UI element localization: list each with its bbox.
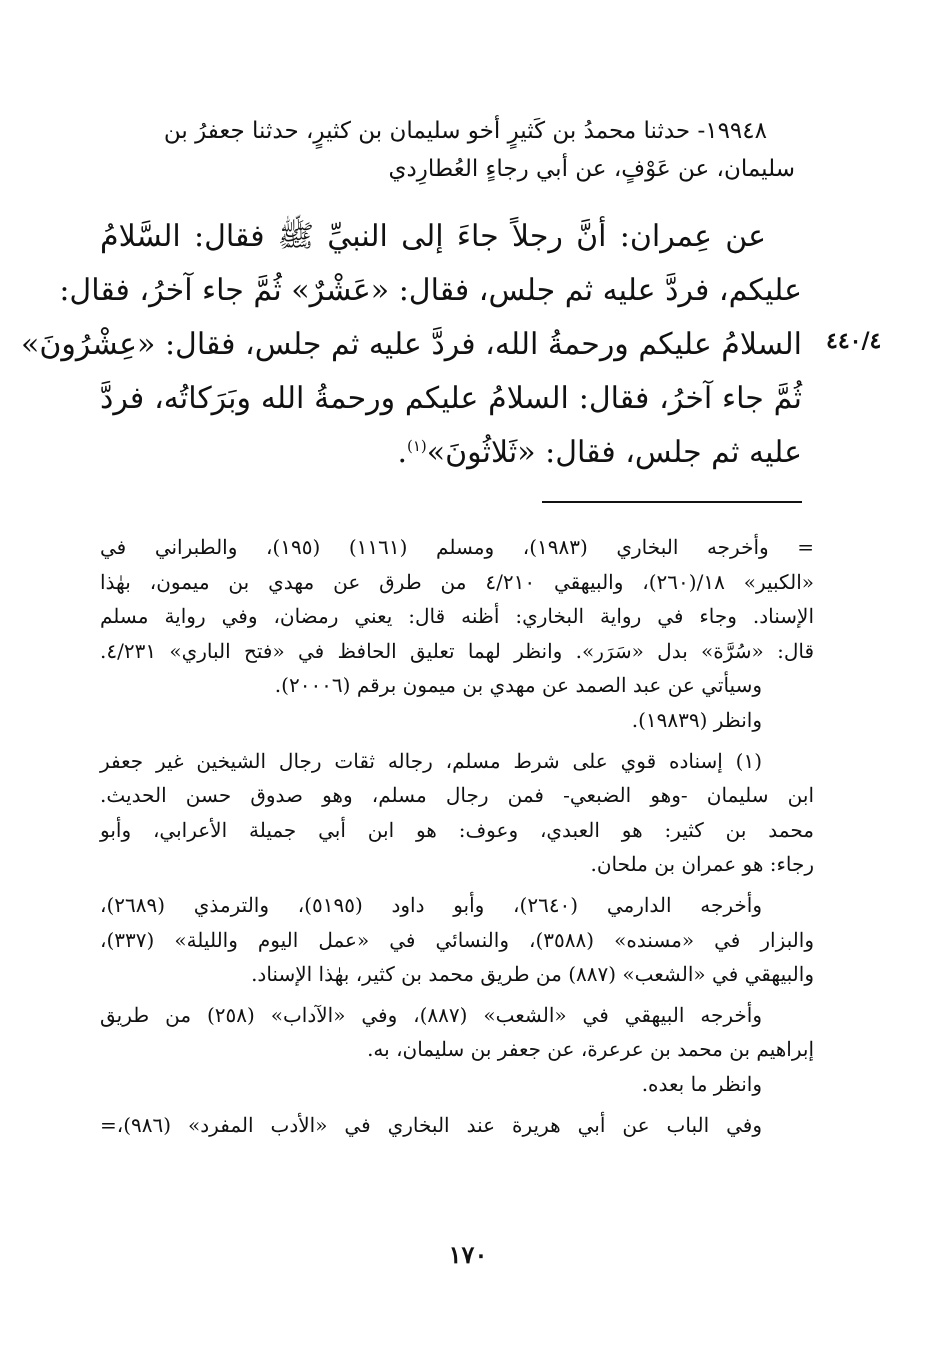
footnote-line: وسيأتي عن عبد الصمد عن مهدي بن ميمون برقم (٢٠٠٠٦).: [274, 673, 762, 698]
hadith-matn: [20, 210, 802, 480]
page-number: ١٧٠: [448, 1240, 488, 1269]
footnote-marker: (١): [406, 437, 427, 455]
footnotes: [100, 530, 814, 1142]
footnote-line: الإسناد. وجاء في رواية البخاري: أظنه قال: يعني رمضان، وفي رواية مسلم: [100, 604, 814, 629]
isnad-line-2: سليمان، عن عَوْفٍ، عن أبي رجاءٍ العُطارِدي: [388, 156, 795, 182]
footnote-line: قال: «سُرَّة» بدل «سَرَر». وانظر لهما تعليق الحافظ في «فتح الباري» ٤/٢٣١.: [100, 638, 814, 663]
hadith-line-4: ثُمَّ جاء آخرُ، فقال: السلامُ عليكم ورحمةُ الله وبَرَكاتُه، فردَّ: [100, 381, 802, 416]
footnote-line: محمد بن كثير: هو العبدي، وعوف: هو ابن أبي جميلة الأعرابي، وأبو: [100, 817, 814, 842]
hadith-line-5-text: عليه ثم جلس، فقال: «ثَلاثُونَ»: [426, 435, 802, 470]
footnote-line: ابن سليمان -وهو الضبعي- فمن رجال مسلم، وهو صدوق حسن الحديث.: [100, 783, 814, 808]
footnote-line: وانظر (١٩٨٣٩).: [631, 707, 762, 732]
footnote-line: (١) إسناده قوي على شرط مسلم، رجاله ثقات رجال الشيخين غير جعفر: [100, 748, 762, 773]
footnote-line: إبراهيم بن محمد بن عرعرة، عن جعفر بن سليمان، به.: [367, 1037, 814, 1062]
footnote-line: والبيهقي في «الشعب» (٨٨٧) من طريق محمد بن كثير، بهٰذا الإسناد.: [251, 962, 814, 987]
isnad-line-1: ١٩٩٤٨- حدثنا محمدُ بن كَثيرٍ أخو سليمان بن كثيرٍ، حدثنا جعفرُ بن: [163, 118, 767, 144]
hadith-line-3: السلامُ عليكم ورحمةُ الله، فردَّ عليه ثم جلس، فقال: «عِشْرُونَ»: [20, 327, 802, 362]
margin-volume-page-reference: ٤٤٠/٤: [826, 328, 882, 354]
footnote-line: وأخرجه البيهقي في «الشعب» (٨٨٧)، وفي «الآداب» (٢٥٨) من طريق: [100, 1002, 763, 1027]
footnote-separator: [542, 501, 802, 503]
footnote-line: = وأخرجه البخاري (١٩٨٣)، ومسلم (١١٦١) (١٩٥)، والطبراني في: [100, 535, 814, 559]
footnote-line: والبزار في «مسنده» (٣٥٨٨)، والنسائي في «عمل اليوم والليلة» (٣٣٧)،: [100, 927, 814, 952]
footnote-line: وانظر ما بعده.: [641, 1071, 762, 1096]
footnote-line: وأخرجه الدارمي (٢٦٤٠)، وأبو داود (٥١٩٥)، والترمذي (٢٦٨٩)،: [100, 892, 762, 917]
hadith-isnad: [100, 112, 795, 188]
footnote-line: رجاء: هو عمران بن ملحان.: [590, 852, 814, 877]
footnote-line: وفي الباب عن أبي هريرة عند البخاري في «الأدب المفرد» (٩٨٦)،=: [100, 1112, 762, 1137]
footnote-line: «الكبير» ١٨/(٢٦٠)، والبيهقي ٤/٢١٠ من طرق عن مهدي بن ميمون، بهٰذا: [100, 569, 814, 594]
hadith-line-5: عليه ثم جلس، فقال: «ثَلاثُونَ»$^{(١)}$.: [397, 435, 802, 470]
hadith-line-2: عليكم، فردَّ عليه ثم جلس، فقال: «عَشْرٌ» ثُمَّ جاء آخرُ، فقال:: [59, 273, 802, 308]
hadith-line-1: عن عِمران: أنَّ رجلاً جاءَ إلى النبيِّ ﷺ فقال: السَّلامُ: [100, 219, 766, 254]
